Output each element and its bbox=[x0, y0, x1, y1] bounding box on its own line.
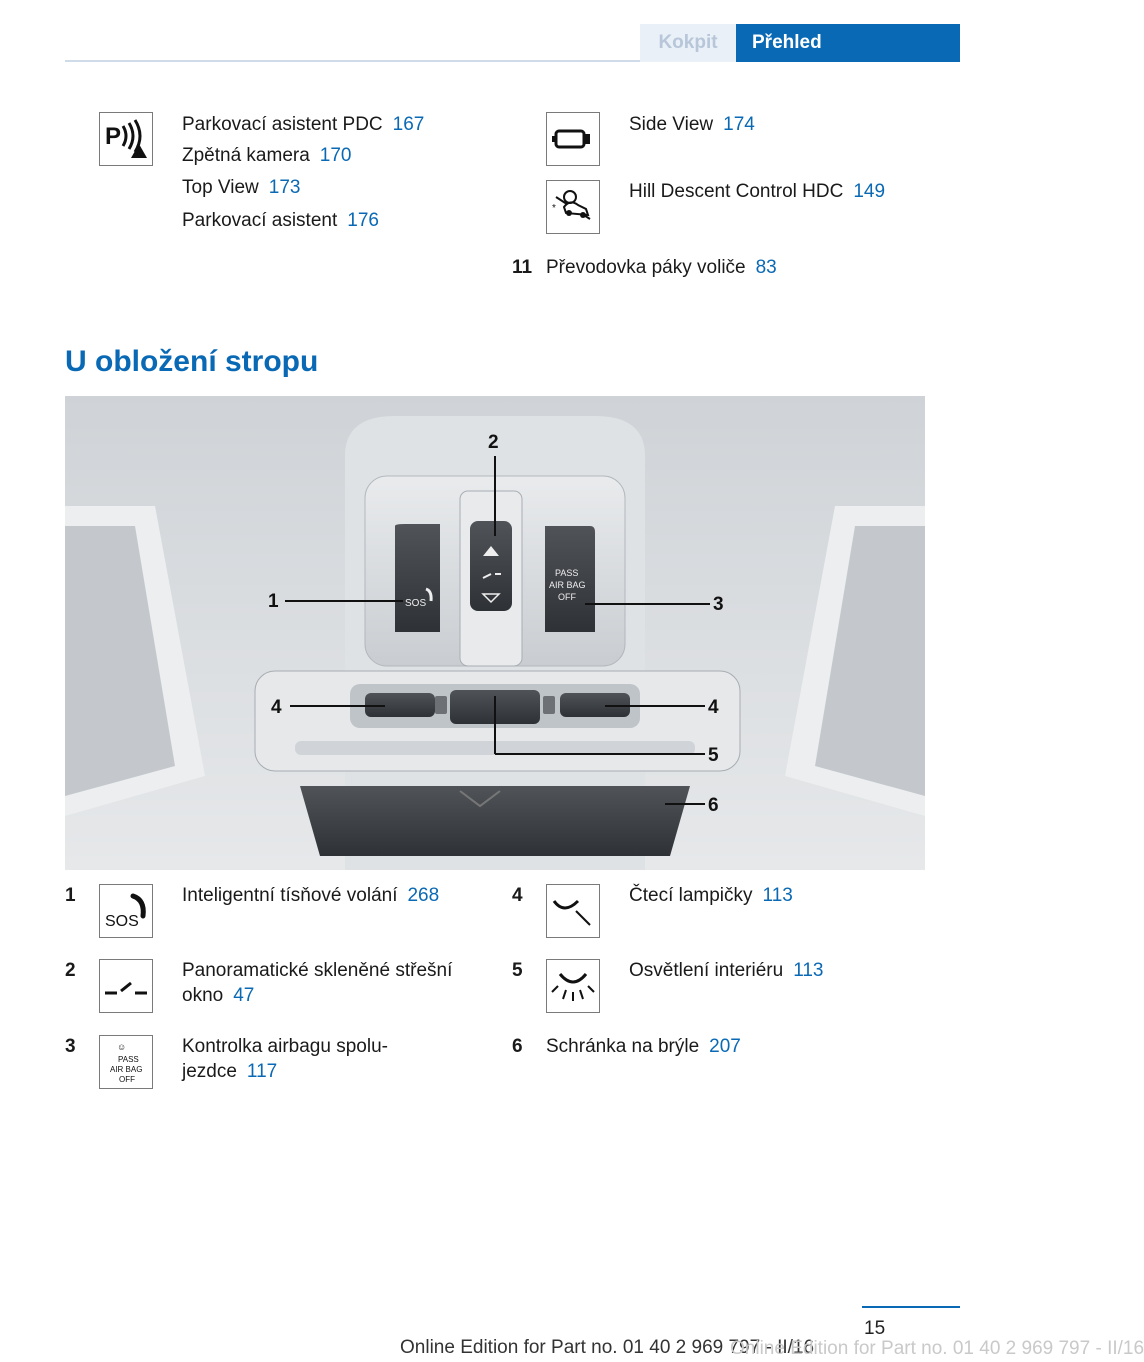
svg-text:*: * bbox=[552, 203, 556, 214]
page-number: 15 bbox=[864, 1318, 886, 1339]
list-item: Schránka na brýle 207 bbox=[546, 1036, 741, 1057]
page-link[interactable]: 83 bbox=[755, 257, 777, 278]
list-item: Parkovací asistent PDC 167 bbox=[182, 114, 425, 135]
page-link[interactable]: 268 bbox=[407, 885, 440, 906]
side-view-camera-icon bbox=[546, 112, 600, 166]
svg-text:PASS: PASS bbox=[555, 568, 579, 578]
callout-3: 3 bbox=[713, 594, 724, 615]
tab-prehled[interactable]: Přehled bbox=[736, 24, 960, 62]
callout-6: 6 bbox=[708, 795, 719, 816]
glass-roof-icon bbox=[99, 959, 153, 1013]
svg-text:PASS: PASS bbox=[118, 1055, 139, 1064]
item-number: 11 bbox=[512, 257, 533, 278]
list-item: Side View 174 bbox=[629, 114, 755, 135]
page-link[interactable]: 207 bbox=[709, 1036, 741, 1057]
tab-kokpit[interactable]: Kokpit bbox=[640, 24, 736, 62]
pdc-icon bbox=[99, 112, 153, 166]
watermark: Online Edition for Part no. 01 40 2 969 797 - II/16 bbox=[730, 1338, 1144, 1359]
page-link[interactable]: 113 bbox=[793, 960, 824, 981]
hill-descent-icon bbox=[546, 180, 600, 234]
callout-2: 2 bbox=[488, 432, 499, 453]
svg-text:P: P bbox=[105, 123, 122, 150]
item-number: 5 bbox=[512, 960, 523, 981]
svg-text:OFF: OFF bbox=[119, 1075, 135, 1084]
page-link[interactable]: 113 bbox=[762, 885, 793, 906]
item-number: 4 bbox=[512, 885, 523, 906]
list-item: Panoramatické skleněné střešní okno 47 bbox=[182, 960, 453, 1006]
svg-text:AIR BAG: AIR BAG bbox=[110, 1065, 143, 1074]
list-item: Hill Descent Control HDC 149 bbox=[629, 181, 886, 202]
footer-rule bbox=[862, 1306, 960, 1308]
page-link[interactable]: 167 bbox=[392, 114, 425, 135]
list-item: Převodovka páky voliče 83 bbox=[546, 257, 777, 278]
list-item: Čtecí lampičky 113 bbox=[629, 885, 793, 906]
callout-5: 5 bbox=[708, 745, 719, 766]
svg-text:SOS: SOS bbox=[405, 598, 427, 609]
sos-call-icon bbox=[99, 884, 153, 938]
item-number: 2 bbox=[65, 960, 76, 981]
interior-light-icon bbox=[546, 959, 600, 1013]
page-link[interactable]: 170 bbox=[319, 145, 352, 166]
list-item: Zpětná kamera 170 bbox=[182, 145, 352, 166]
page-link[interactable]: 174 bbox=[723, 114, 755, 135]
overhead-console-image bbox=[65, 396, 925, 870]
svg-text:SOS: SOS bbox=[105, 913, 139, 930]
reading-lamp-icon bbox=[546, 884, 600, 938]
list-item: Inteligentní tísňové volání 268 bbox=[182, 885, 440, 906]
passenger-airbag-off-icon bbox=[99, 1035, 153, 1089]
svg-text:OFF: OFF bbox=[558, 592, 576, 602]
list-item: Osvětlení interiéru 113 bbox=[629, 960, 824, 981]
page-link[interactable]: 176 bbox=[347, 210, 379, 231]
page-link[interactable]: 47 bbox=[233, 985, 255, 1006]
list-item: Kontrolka airbagu spolu- jezdce 117 bbox=[182, 1036, 388, 1082]
callout-4-left: 4 bbox=[271, 697, 282, 718]
edition-text: Online Edition for Part no. 01 40 2 969 797 - II/16 bbox=[400, 1337, 815, 1358]
section-title: U obložení stropu bbox=[65, 345, 319, 378]
svg-text:☺: ☺ bbox=[117, 1042, 127, 1052]
item-number: 3 bbox=[65, 1036, 76, 1057]
list-item: Top View 173 bbox=[182, 177, 301, 198]
item-number: 1 bbox=[65, 885, 76, 906]
item-number: 6 bbox=[512, 1036, 523, 1057]
svg-text:AIR BAG: AIR BAG bbox=[549, 580, 586, 590]
list-item: Parkovací asistent 176 bbox=[182, 210, 379, 231]
page-link[interactable]: 117 bbox=[246, 1061, 278, 1082]
callout-4-right: 4 bbox=[708, 697, 719, 718]
page-link[interactable]: 149 bbox=[853, 181, 886, 202]
callout-1: 1 bbox=[268, 591, 279, 612]
page-link[interactable]: 173 bbox=[268, 177, 301, 198]
